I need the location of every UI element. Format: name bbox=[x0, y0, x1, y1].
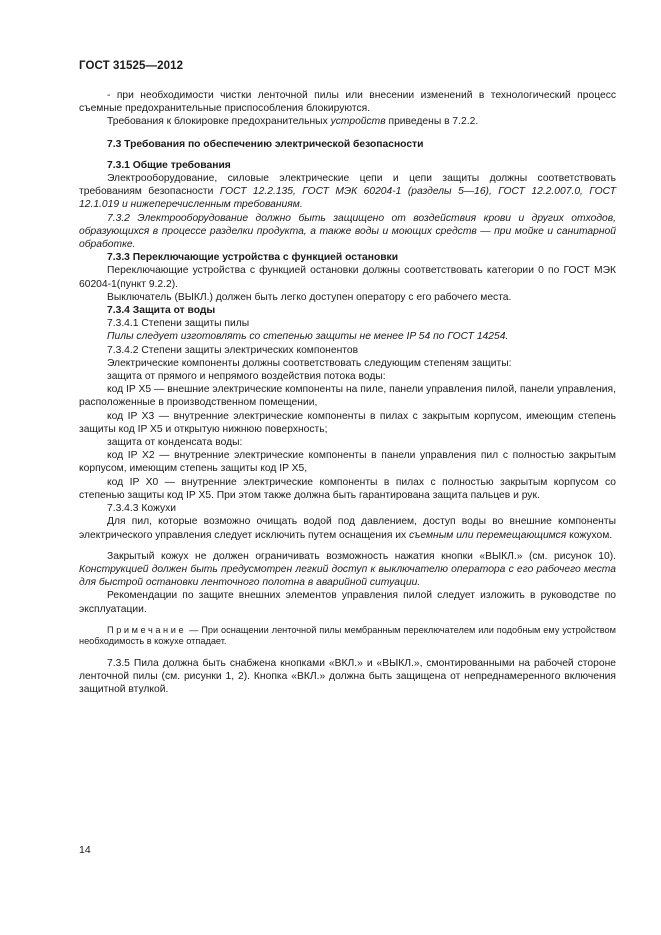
note bbox=[79, 625, 616, 648]
text-run-italic: Конструкцией должен быть предусмотрен легкий доступ к выключателю оператора с его рабочего места для быстрой остановки ленточного полотна в аварийной ситуации. bbox=[79, 563, 616, 589]
text-run: Требования к блокировке предохранительных bbox=[107, 116, 331, 128]
paragraph-7-3-5: 7.3.5 Пила должна быть снабжена кнопками «ВКЛ.» и «ВЫКЛ.», смонтированными на рабочей стороне ленточной пилы (см. рисунки 1, 2). Кнопка «ВКЛ.» должна быть защищена от непреднамеренного включения защитной втулкой. bbox=[79, 657, 616, 696]
text-run: приведены в 7.2.2. bbox=[385, 116, 479, 128]
note-text: — При оснащении ленточной пилы мембранным переключателем или подобным ему устройством необходимость в кожухе отпадает. bbox=[79, 624, 616, 647]
paragraph-7-3-4-3-b bbox=[79, 550, 616, 590]
paragraph-7-3-4-2-c: код IP X5 — внешние электрические компоненты на пиле, панели управления пилой, панели управления, расположенные в производственном помещении, bbox=[79, 384, 616, 409]
paragraph-7-3-4-2-d: код IP X3 — внутренние электрические компоненты в пилах с закрытым корпусом, имеющим степень защиты код IP X5 и открытую нижнюю поверхность; bbox=[79, 410, 616, 435]
text-run-italic: ГОСТ 12.2.135, ГОСТ МЭК 60204-1 (разделы 5—16), ГОСТ 12.2.007.0, ГОСТ 12.1.019 и нижеперечисленным требованиям. bbox=[79, 186, 616, 211]
heading-7-3: 7.3 Требования по обеспечению электрической безопасности bbox=[107, 138, 424, 150]
text-run: Закрытый кожух не должен ограничивать возможность нажатия кнопки «ВЫКЛ.» (см. рисунок 10). bbox=[107, 550, 616, 562]
heading-7-3-1: 7.3.1 Общие требования bbox=[107, 159, 231, 171]
document-header: ГОСТ 31525—2012 bbox=[79, 60, 184, 72]
paragraph-7-3-4-1: Пилы следует изготовлять со степенью защиты не менее IP 54 по ГОСТ 14254. bbox=[107, 331, 509, 343]
heading-7-3-4-2: 7.3.4.2 Степени защиты электрических компонентов bbox=[107, 344, 359, 356]
paragraph-7-3-1 bbox=[79, 172, 616, 212]
paragraph-lock-requirements bbox=[79, 115, 616, 128]
text-run-italic: съемным или перемещающимся bbox=[409, 529, 567, 541]
paragraph-7-3-2: 7.3.2 Электрооборудование должно быть защищено от воздействия крови и других отходов, образующихся в процессе разделки продукта, а также воды и моющих средств — при мойке и санитарной обработке. bbox=[79, 212, 616, 251]
paragraph-7-3-4-3-a bbox=[79, 515, 616, 541]
paragraph-list-item: - при необходимости чистки ленточной пилы или внесении изменений в технологический процесс съемные предохранительные приспособления блокируются. bbox=[79, 90, 616, 115]
text-run: Для пил, которые возможно очищать водой под давлением, доступ воды во внешние компоненты электрического управления следует исключить путем оснащения их bbox=[79, 516, 616, 541]
paragraph-7-3-4-2-a: Электрические компоненты должны соответствовать следующим степеням защиты: bbox=[107, 357, 512, 369]
heading-7-3-4-3: 7.3.4.3 Кожухи bbox=[107, 503, 177, 515]
paragraph-7-3-3-a: Переключающие устройства с функцией остановки должны соответствовать категории 0 по ГОСТ МЭК 60204-1(пункт 9.2.2). bbox=[79, 265, 616, 290]
paragraph-7-3-4-2-f: код IP X2 — внутренние электрические компоненты в панели управления пил с полностью закрытым корпусом, имеющим степень защиты код IP X5, bbox=[79, 450, 616, 475]
note-label: Примечание bbox=[107, 624, 187, 635]
paragraph-7-3-4-2-g: код IP X0 — внутренние электрические компоненты в пилах с полностью закрытым корпусом со степенью защиты код IP X5. При этом также должна быть гарантирована защита пальцев и рук. bbox=[79, 476, 616, 501]
paragraph-7-3-3-b: Выключатель (ВЫКЛ.) должен быть легко доступен оператору с его рабочего места. bbox=[107, 291, 512, 303]
text-run-italic: устройств bbox=[330, 116, 386, 128]
text-run: кожухом. bbox=[566, 529, 613, 541]
paragraph-7-3-4-3-c: Рекомендации по защите внешних элементов управления пилой следует изложить в руководстве по эксплуатации. bbox=[79, 590, 616, 615]
paragraph-7-3-4-2-e: защита от конденсата воды: bbox=[107, 437, 243, 449]
page-number: 14 bbox=[79, 844, 91, 856]
heading-7-3-4-1: 7.3.4.1 Степени защиты пилы bbox=[107, 318, 250, 330]
heading-7-3-4: 7.3.4 Защита от воды bbox=[107, 305, 216, 317]
text-run: Электрооборудование, силовые электрические цепи и цепи защиты должны соответствовать требованиям безопасности bbox=[79, 173, 616, 198]
paragraph-7-3-4-2-b: защита от прямого и непрямого воздействия потока воды: bbox=[107, 371, 386, 383]
heading-7-3-3: 7.3.3 Переключающие устройства с функцией остановки bbox=[107, 252, 399, 264]
document-body bbox=[79, 89, 616, 697]
